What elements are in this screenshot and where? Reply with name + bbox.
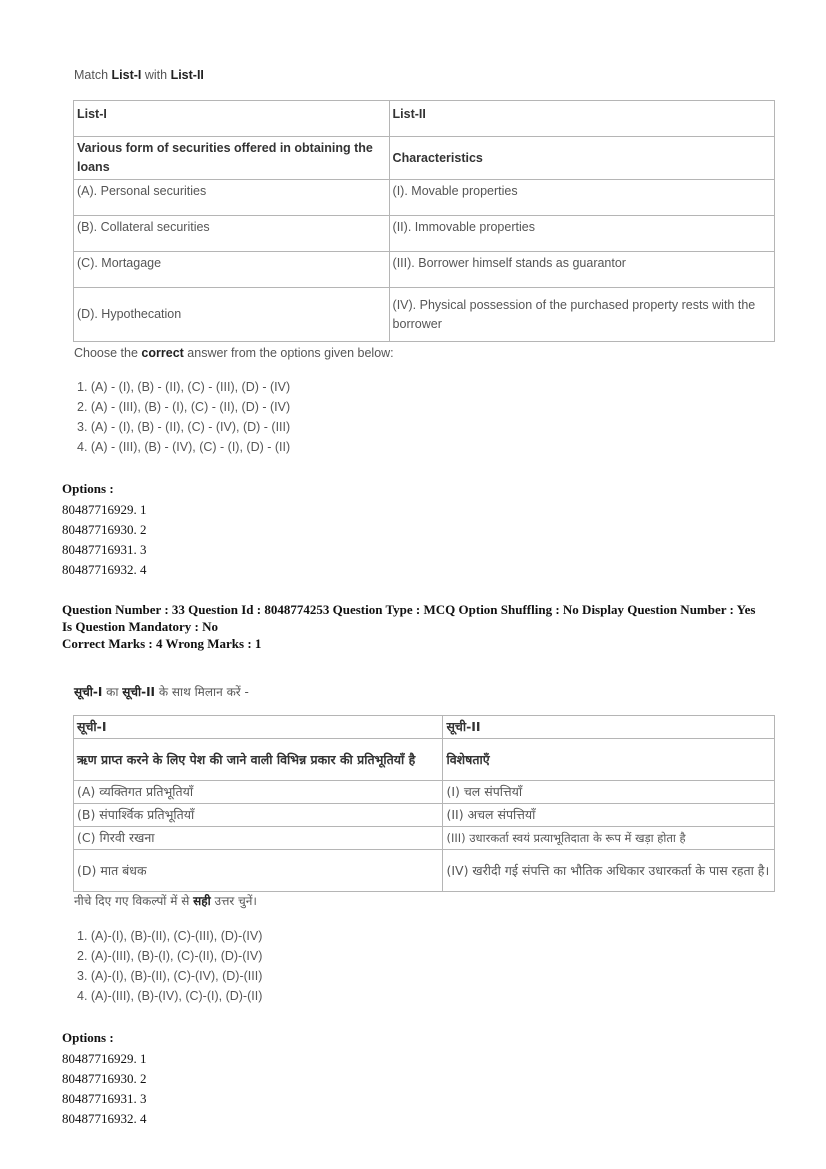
table-header-row <box>74 716 775 739</box>
answer-option: 3. (A)-(I), (B)-(II), (C)-(IV), (D)-(III) <box>77 969 263 983</box>
list-ii-header: List-II <box>389 101 774 137</box>
table-cell: (III). Borrower himself stands as guarantor <box>389 252 774 288</box>
table-cell: (IV). Physical possession of the purchased property rests with the borrower <box>389 288 774 342</box>
option-id: 80487716931. 3 <box>62 1091 147 1106</box>
list-ii-header: सूची-II <box>443 716 775 739</box>
table-cell: (I). Movable properties <box>389 180 774 216</box>
option-id: 80487716929. 1 <box>62 1051 147 1066</box>
table-subheader-row <box>74 739 775 781</box>
list-ii-subheader: Characteristics <box>389 137 774 180</box>
table-row <box>74 216 775 252</box>
list-i-subheader: Various form of securities offered in obtaining the loans <box>74 137 390 180</box>
table-row <box>74 850 775 892</box>
answer-option: 2. (A)-(III), (B)-(I), (C)-(II), (D)-(IV) <box>77 949 263 963</box>
table-cell: (IV) खरीदी गई संपत्ति का भौतिक अधिकार उधारकर्ता के पास रहता है। <box>443 850 775 892</box>
table-cell: (C). Mortagage <box>74 252 390 288</box>
answer-option: 1. (A) - (I), (B) - (II), (C) - (III), (D) - (IV) <box>77 380 291 394</box>
question-meta-line1: Question Number : 33 Question Id : 8048774253 Question Type : MCQ Option Shuffling : No Display Question Number : Yes <box>62 602 756 617</box>
list-i-header: सूची-I <box>74 716 443 739</box>
option-id: 80487716932. 4 <box>62 562 147 577</box>
q2-options-block <box>62 1028 147 1129</box>
table-cell: (B) संपार्श्विक प्रतिभूतियाँ <box>74 804 443 827</box>
table-cell: (II). Immovable properties <box>389 216 774 252</box>
table-cell: (I) चल संपत्तियाँ <box>443 781 775 804</box>
option-id: 80487716932. 4 <box>62 1111 147 1126</box>
answer-option: 4. (A)-(III), (B)-(IV), (C)-(I), (D)-(II) <box>77 989 263 1003</box>
option-id: 80487716930. 2 <box>62 522 147 537</box>
table-cell: (C) गिरवी रखना <box>74 827 443 850</box>
question-meta-line3: Correct Marks : 4 Wrong Marks : 1 <box>62 636 262 651</box>
table-row <box>74 180 775 216</box>
table-header-row <box>74 101 775 137</box>
q2-answer-options <box>77 926 262 1006</box>
answer-option: 1. (A)-(I), (B)-(II), (C)-(III), (D)-(IV) <box>77 929 263 943</box>
table-subheader-row <box>74 137 775 180</box>
q1-answer-options <box>77 377 290 457</box>
q1-match-table <box>73 100 775 342</box>
table-cell: (III) उधारकर्ता स्वयं प्रत्याभूतिदाता के रूप में खड़ा होता है <box>443 827 775 850</box>
option-id: 80487716930. 2 <box>62 1071 147 1086</box>
table-cell: (D) मात बंधक <box>74 850 443 892</box>
question-meta <box>62 601 782 652</box>
table-row <box>74 827 775 850</box>
table-cell: (D). Hypothecation <box>74 288 390 342</box>
table-cell: (A) व्यक्तिगत प्रतिभूतियाँ <box>74 781 443 804</box>
q1-options-block <box>62 479 147 580</box>
q1-instruction: Match List-I with List-II <box>74 68 204 82</box>
list-i-subheader: ऋण प्राप्त करने के लिए पेश की जाने वाली विभिन्न प्रकार की प्रतिभूतियाँ है <box>74 739 443 781</box>
answer-option: 4. (A) - (III), (B) - (IV), (C) - (I), (D) - (II) <box>77 440 291 454</box>
table-cell: (A). Personal securities <box>74 180 390 216</box>
answer-option: 3. (A) - (I), (B) - (II), (C) - (IV), (D) - (III) <box>77 420 291 434</box>
table-row <box>74 781 775 804</box>
table-row <box>74 288 775 342</box>
table-cell: (II) अचल संपत्तियाँ <box>443 804 775 827</box>
q2-choose-text: नीचे दिए गए विकल्पों में से सही उत्तर चुनें। <box>74 894 257 908</box>
options-label: Options : <box>62 1030 114 1045</box>
list-i-header: List-I <box>74 101 390 137</box>
list-ii-subheader: विशेषताएँ <box>443 739 775 781</box>
question-meta-line2: Is Question Mandatory : No <box>62 619 219 634</box>
q2-instruction: सूची-I का सूची-II के साथ मिलान करें - <box>74 685 249 699</box>
q2-match-table <box>73 715 775 892</box>
q1-choose-text: Choose the correct answer from the options given below: <box>74 346 394 360</box>
table-row <box>74 804 775 827</box>
options-label: Options : <box>62 481 114 496</box>
answer-option: 2. (A) - (III), (B) - (I), (C) - (II), (D) - (IV) <box>77 400 291 414</box>
option-id: 80487716931. 3 <box>62 542 147 557</box>
option-id: 80487716929. 1 <box>62 502 147 517</box>
table-cell: (B). Collateral securities <box>74 216 390 252</box>
table-row <box>74 252 775 288</box>
